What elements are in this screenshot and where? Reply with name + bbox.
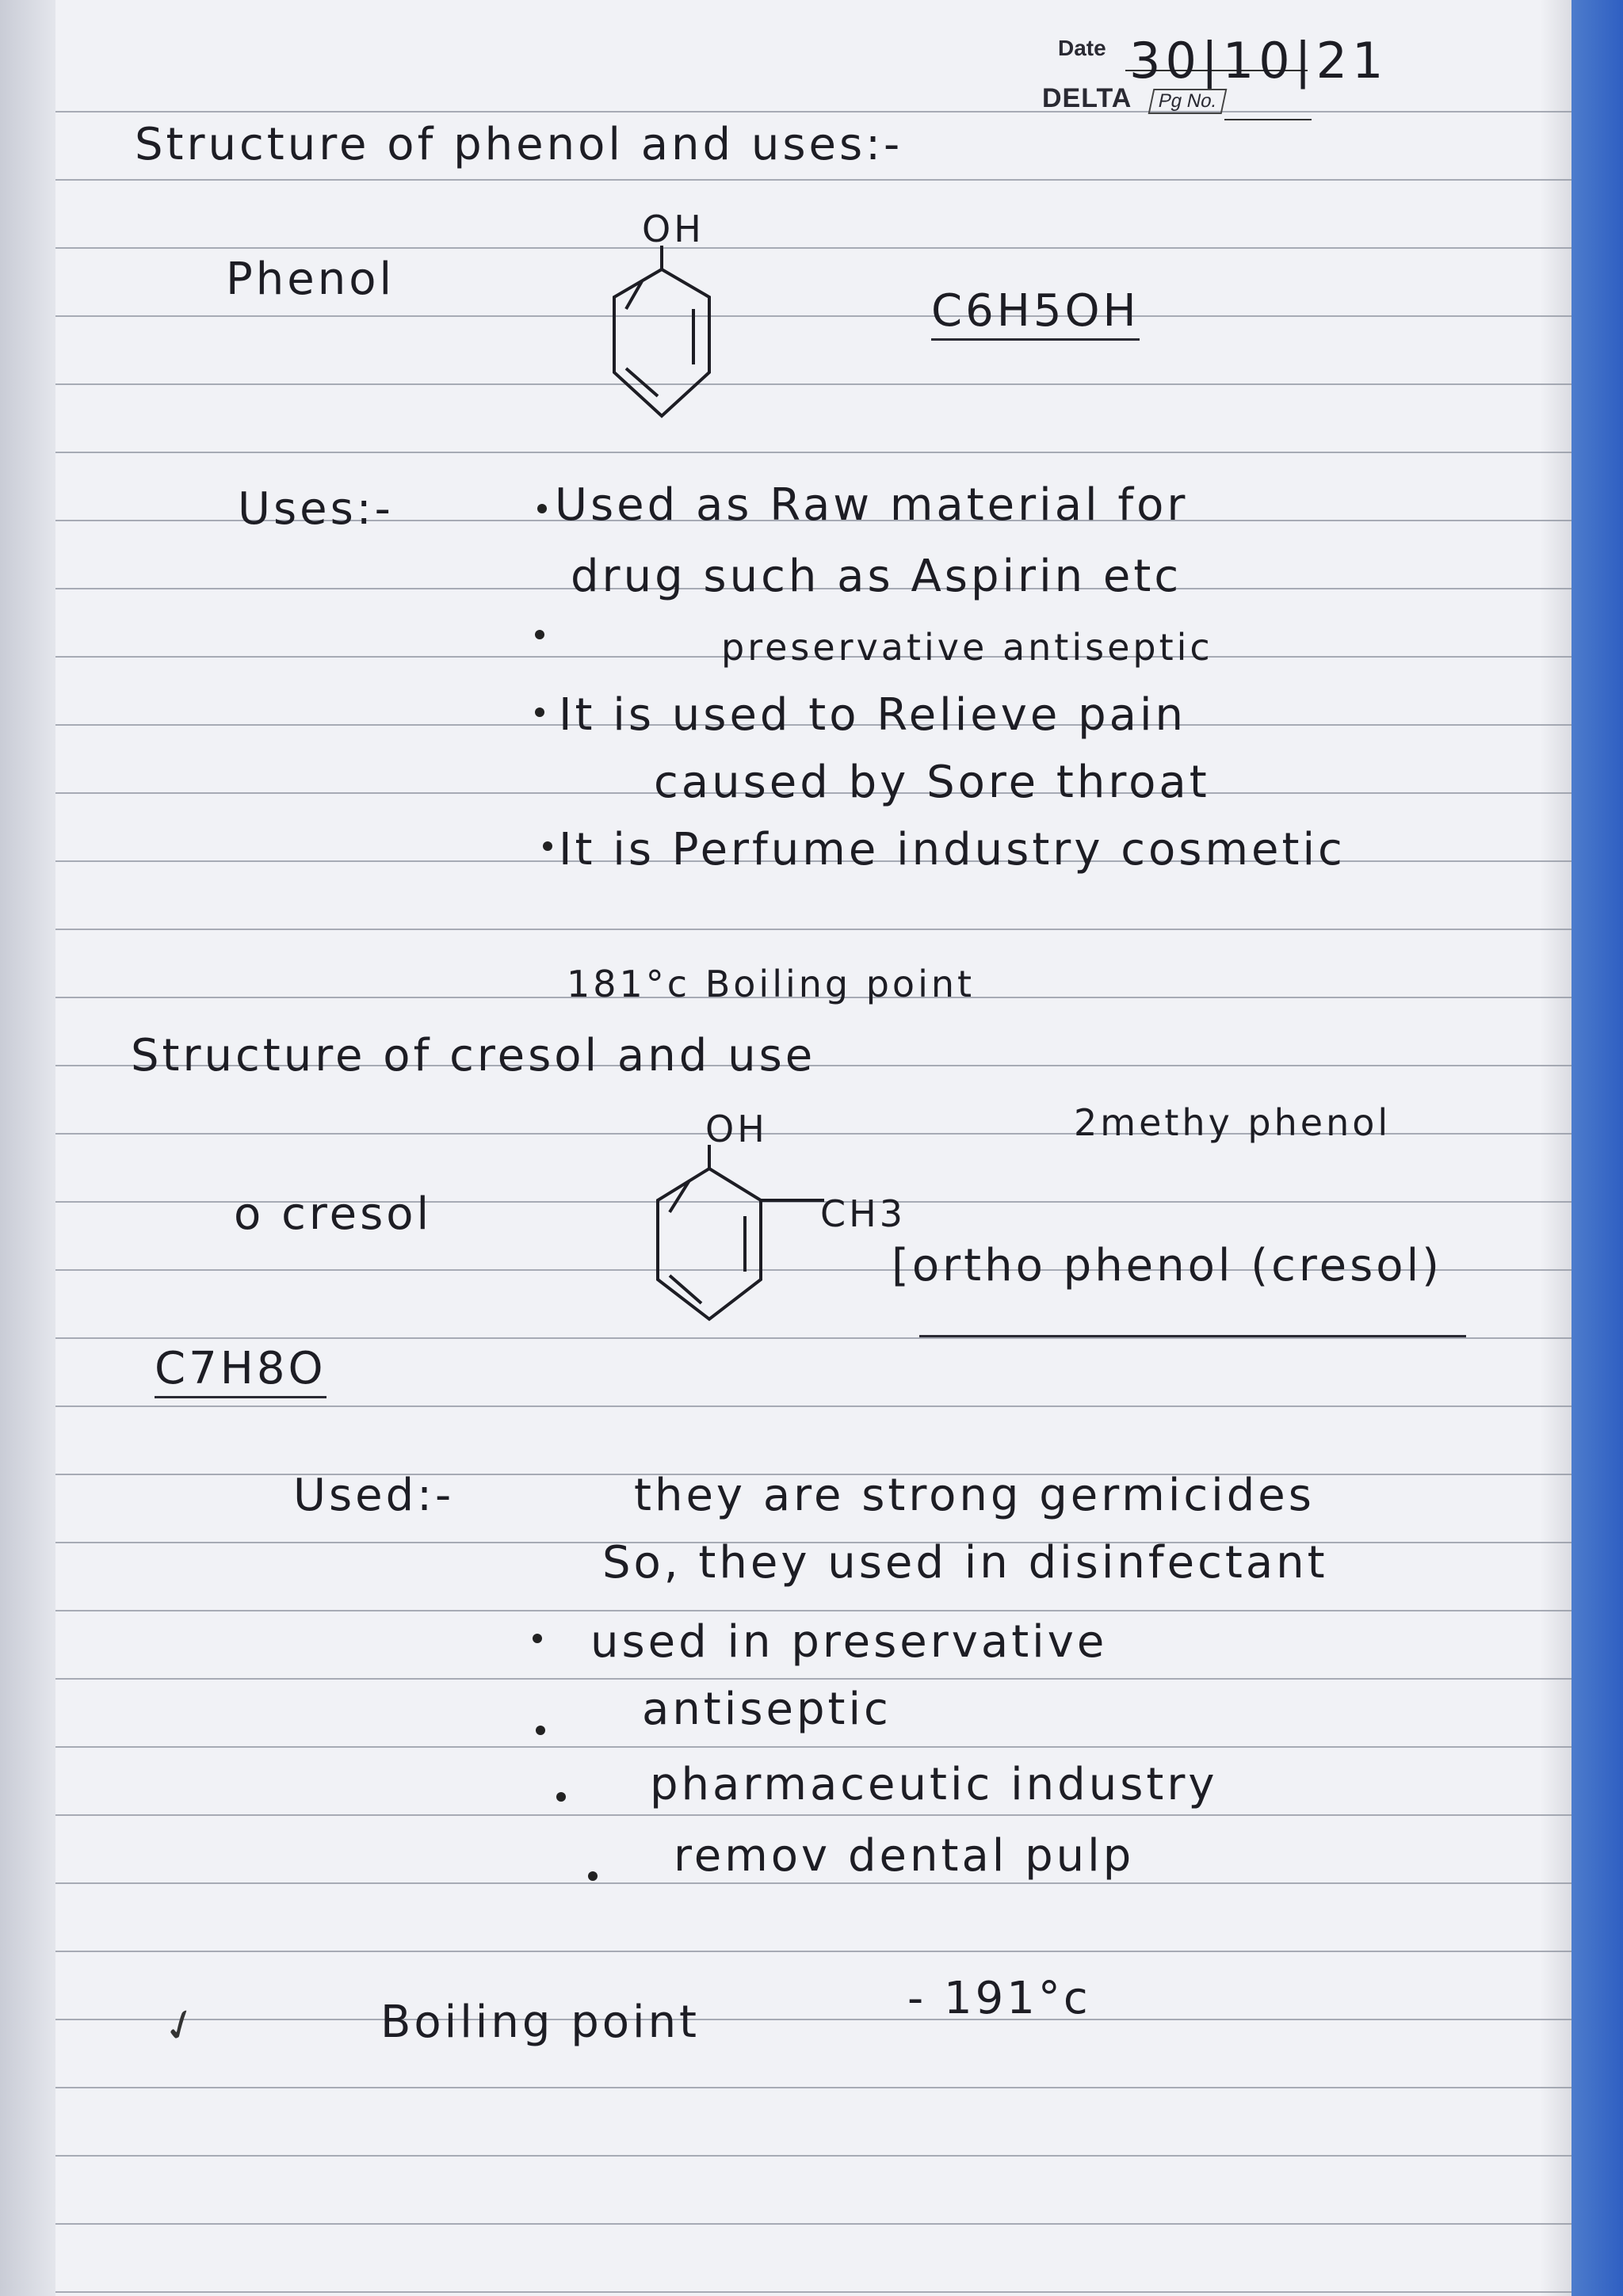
- bullet: [535, 630, 544, 639]
- cresol-use-5: pharmaceutic industry: [650, 1759, 1218, 1810]
- cresol-benzene-ring: [642, 1153, 785, 1335]
- date-value: 30|10|21: [1129, 32, 1388, 90]
- bullet: [556, 1792, 566, 1802]
- cresol-use-3: used in preservative: [590, 1616, 1108, 1668]
- phenol-boiling-point: 181°c Boiling point: [567, 963, 976, 1005]
- bullet: [533, 1634, 542, 1643]
- ruled-line: [55, 1882, 1571, 1884]
- page-number-line: [1224, 119, 1312, 120]
- cresol-uses-label: Used:-: [293, 1470, 455, 1521]
- ruled-line: [55, 1814, 1571, 1816]
- phenol-use-5: caused by Sore throat: [654, 757, 1210, 808]
- phenol-oh-label: OH: [642, 208, 705, 250]
- bullet: [537, 504, 547, 513]
- cresol-ch3-label: CH3: [820, 1192, 906, 1235]
- phenol-benzene-ring: [594, 254, 729, 436]
- ruled-line: [55, 383, 1571, 385]
- brand-label: DELTA: [1042, 83, 1132, 113]
- phenol-use-3: preservative antiseptic: [721, 626, 1213, 669]
- notebook-binding: [0, 0, 55, 2296]
- underline: [919, 1335, 1466, 1337]
- cresol-boiling-point-label: Boiling point: [380, 1997, 701, 2048]
- ruled-line: [55, 315, 1571, 317]
- phenol-name: Phenol: [226, 254, 395, 305]
- ruled-line: [55, 2155, 1571, 2157]
- bullet: [588, 1871, 598, 1881]
- notebook-edge: [1571, 0, 1623, 2296]
- phenol-section-title: Structure of phenol and uses:-: [135, 119, 903, 170]
- cresol-ortho-note: [ortho phenol (cresol): [892, 1240, 1442, 1291]
- bullet: [543, 841, 552, 851]
- cresol-boiling-point-value: - 191°c: [907, 1973, 1091, 2024]
- ruled-line: [55, 2019, 1571, 2020]
- phenol-use-2: drug such as Aspirin etc: [571, 551, 1182, 602]
- phenol-use-4: It is used to Relieve pain: [559, 689, 1187, 741]
- ruled-line: [55, 111, 1571, 113]
- cresol-oh-label: OH: [705, 1108, 768, 1150]
- ruled-line: [55, 452, 1571, 453]
- phenol-use-1: Used as Raw material for: [555, 479, 1189, 531]
- ruled-line: [55, 929, 1571, 930]
- ruled-line: [55, 247, 1571, 249]
- cresol-use-4: antiseptic: [642, 1684, 892, 1735]
- ruled-line: [55, 1951, 1571, 1952]
- bullet: [536, 1726, 545, 1735]
- ruled-line: [55, 2223, 1571, 2225]
- cresol-use-1: they are strong germicides: [634, 1470, 1315, 1521]
- ruled-line: [55, 1746, 1571, 1748]
- date-label: Date: [1058, 36, 1106, 60]
- check-mark-icon: ✓: [155, 1996, 206, 2055]
- ruled-line: [55, 2087, 1571, 2088]
- cresol-formula: C7H8O: [155, 1343, 327, 1398]
- phenol-use-6: It is Perfume industry cosmetic: [559, 824, 1346, 875]
- cresol-name: o cresol: [234, 1188, 433, 1240]
- phenol-uses-label: Uses:-: [238, 483, 394, 535]
- phenol-formula: C6H5OH: [931, 285, 1140, 341]
- bullet: [535, 707, 544, 717]
- ruled-line: [55, 1610, 1571, 1611]
- cresol-section-title: Structure of cresol and use: [131, 1030, 816, 1081]
- ruled-line: [55, 2291, 1571, 2293]
- page-number-label: Pg No.: [1148, 89, 1228, 114]
- cresol-use-6: remov dental pulp: [674, 1830, 1135, 1882]
- cresol-methyl-note: 2methy phenol: [1074, 1101, 1392, 1144]
- ruled-line: [55, 179, 1571, 181]
- ruled-line: [55, 1678, 1571, 1680]
- ruled-line: [55, 1337, 1571, 1339]
- cresol-use-2: So, they used in disinfectant: [602, 1537, 1328, 1589]
- ruled-line: [55, 1405, 1571, 1407]
